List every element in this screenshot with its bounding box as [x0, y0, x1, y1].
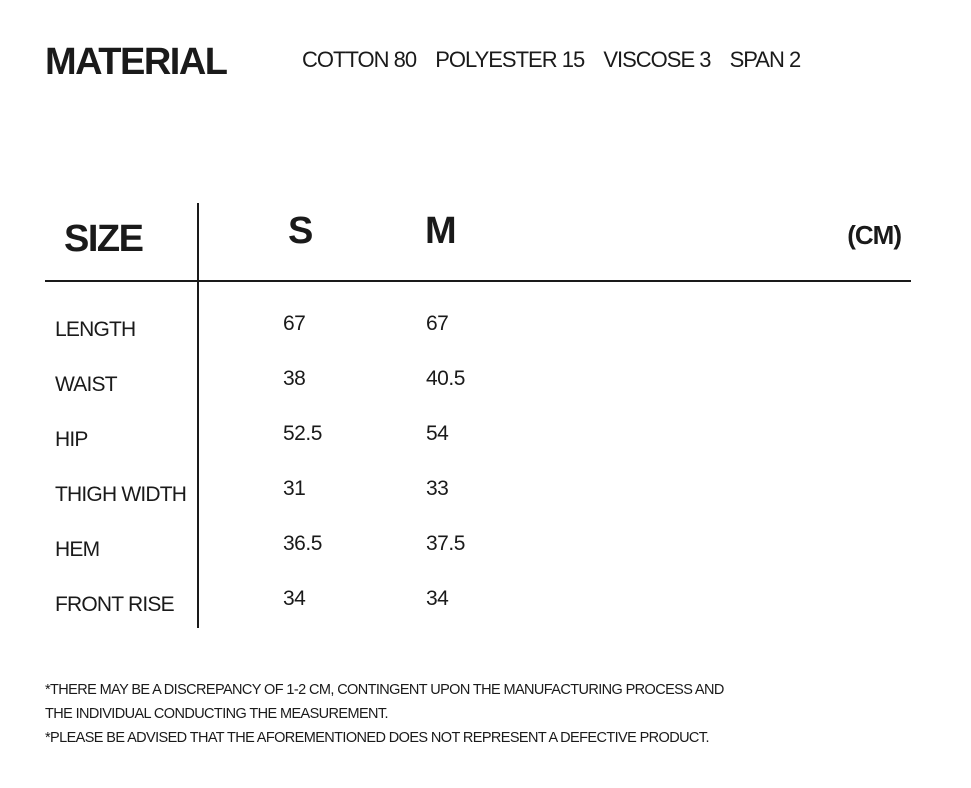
note-line: THE INDIVIDUAL CONDUCTING THE MEASUREMENT. — [45, 706, 388, 722]
row-value-m: 37.5 — [426, 532, 465, 555]
table-row — [45, 478, 911, 533]
size-column-m: M — [425, 210, 457, 252]
row-value-s: 36.5 — [283, 532, 322, 555]
measurement-notes — [45, 678, 724, 750]
size-header: SIZE — [64, 218, 143, 260]
composition-item: SPAN 2 — [729, 47, 801, 72]
horizontal-divider — [45, 280, 911, 282]
row-value-s: 38 — [283, 367, 306, 390]
row-label: HEM — [55, 538, 100, 561]
composition-item: COTTON 80 — [302, 47, 417, 72]
size-table — [45, 203, 911, 628]
material-composition — [302, 46, 814, 74]
table-row — [45, 368, 911, 423]
table-row — [45, 313, 911, 368]
row-value-m: 33 — [426, 477, 449, 500]
row-value-s: 34 — [283, 587, 306, 610]
row-value-s: 31 — [283, 477, 306, 500]
row-value-s: 67 — [283, 312, 306, 335]
unit-label: (CM) — [847, 220, 901, 250]
note-line: *PLEASE BE ADVISED THAT THE AFOREMENTIONED DOES NOT REPRESENT A DEFECTIVE PRODUCT. — [45, 730, 709, 746]
row-value-m: 54 — [426, 422, 449, 445]
row-value-s: 52.5 — [283, 422, 322, 445]
row-label: LENGTH — [55, 318, 136, 341]
size-column-s: S — [288, 210, 314, 252]
table-row — [45, 533, 911, 588]
row-label: HIP — [55, 428, 88, 451]
row-value-m: 67 — [426, 312, 449, 335]
row-label: WAIST — [55, 373, 117, 396]
table-row — [45, 423, 911, 478]
row-value-m: 40.5 — [426, 367, 465, 390]
measurement-rows — [45, 313, 911, 643]
composition-item: VISCOSE 3 — [603, 47, 711, 72]
row-label: THIGH WIDTH — [55, 483, 187, 506]
row-label: FRONT RISE — [55, 593, 174, 616]
composition-item: POLYESTER 15 — [435, 47, 585, 72]
material-title: MATERIAL — [45, 41, 227, 83]
row-value-m: 34 — [426, 587, 449, 610]
note-line: *THERE MAY BE A DISCREPANCY OF 1-2 CM, CONTINGENT UPON THE MANUFACTURING PROCESS AND — [45, 682, 724, 698]
table-row — [45, 588, 911, 643]
